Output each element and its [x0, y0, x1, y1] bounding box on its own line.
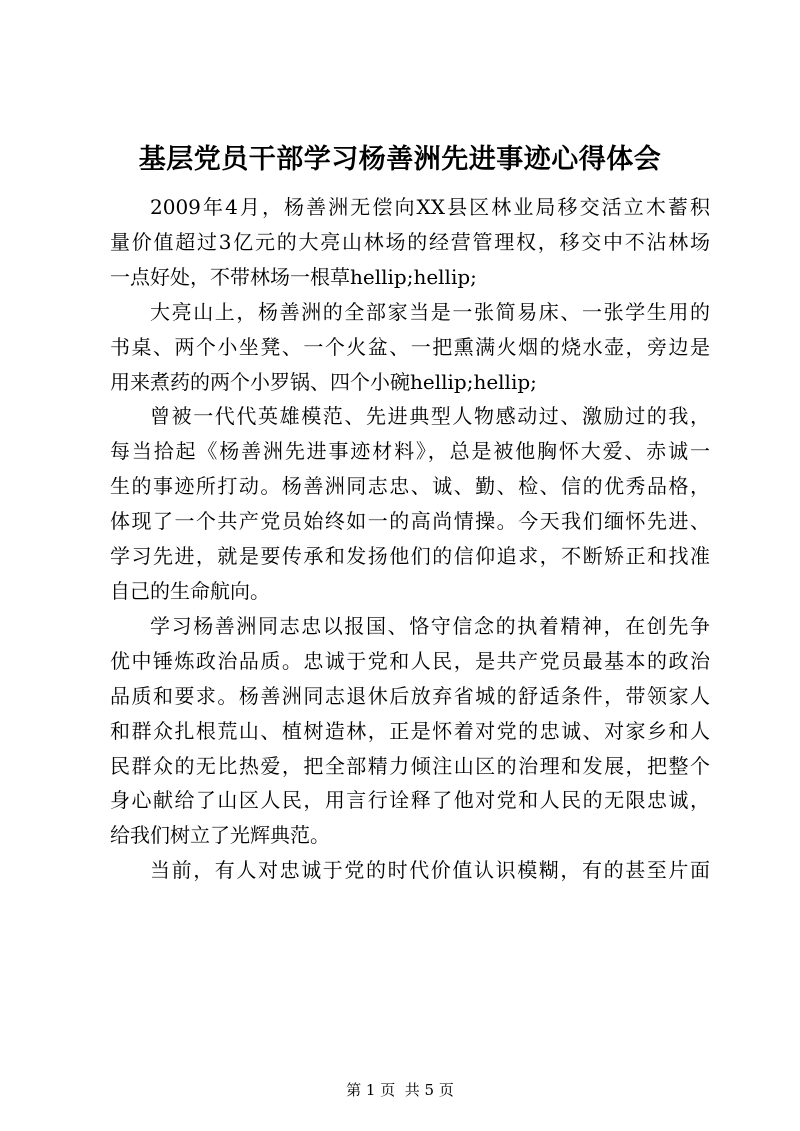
paragraph-line: 书桌、两个小坐凳、一个火盆、一把熏满火烟的烧水壶，旁边是 [110, 334, 710, 359]
paragraph-line: 体现了一个共产党员始终如一的高尚情操。今天我们缅怀先进、 [110, 509, 710, 534]
paragraph-line: 生的事迹所打动。杨善洲同志忠、诚、勤、检、信的优秀品格， [110, 474, 710, 499]
paragraph-line: 自己的生命航向。 [110, 578, 270, 603]
paragraph-line: 每当拾起《杨善洲先进事迹材料》，总是被他胸怀大爱、赤诚一 [110, 439, 710, 464]
paragraph-line: 量价值超过3亿元的大亮山林场的经营管理权，移交中不沾林场 [110, 229, 710, 254]
paragraph-1 [110, 190, 710, 295]
paragraph-5 [110, 853, 710, 888]
paragraph-line: 给我们树立了光辉典范。 [110, 823, 330, 848]
paragraph-line: 当前，有人对忠诚于党的时代价值认识模糊，有的甚至片面 [150, 858, 710, 883]
paragraph-3 [110, 399, 710, 608]
paragraph-line: 曾被一代代英雄模范、先进典型人物感动过、激励过的我， [150, 404, 710, 429]
paragraph-line: 学习杨善洲同志忠以报国、恪守信念的执着精神，在创先争 [150, 613, 710, 638]
paragraph-line: 品质和要求。杨善洲同志退休后放弃省城的舒适条件，带领家人 [110, 683, 710, 708]
paragraph-line: 大亮山上，杨善洲的全部家当是一张简易床、一张学生用的 [150, 299, 710, 324]
document-title: 基层党员干部学习杨善洲先进事迹心得体会 [138, 144, 662, 175]
paragraph-line: 民群众的无比热爱，把全部精力倾注山区的治理和发展，把整个 [110, 753, 710, 778]
paragraph-2 [110, 295, 710, 400]
paragraph-line: 身心献给了山区人民，用言行诠释了他对党和人民的无限忠诚， [110, 788, 710, 813]
paragraph-line: 和群众扎根荒山、植树造林，正是怀着对党的忠诚、对家乡和人 [110, 718, 710, 743]
document-body [110, 190, 710, 888]
paragraph-4 [110, 609, 710, 853]
paragraph-line: 一点好处，不带林场一根草hellip;hellip; [110, 264, 477, 289]
page-footer: 第 1 页 共 5 页 [346, 1081, 454, 1099]
paragraph-line: 用来煮药的两个小罗锅、四个小碗hellip;hellip; [110, 369, 537, 394]
paragraph-line: 学习先进，就是要传承和发扬他们的信仰追求，不断矫正和找准 [110, 544, 710, 569]
paragraph-line: 优中锤炼政治品质。忠诚于党和人民，是共产党员最基本的政治 [110, 648, 710, 673]
paragraph-line: 2009年4月，杨善洲无偿向XX县区林业局移交活立木蓄积 [150, 195, 710, 219]
